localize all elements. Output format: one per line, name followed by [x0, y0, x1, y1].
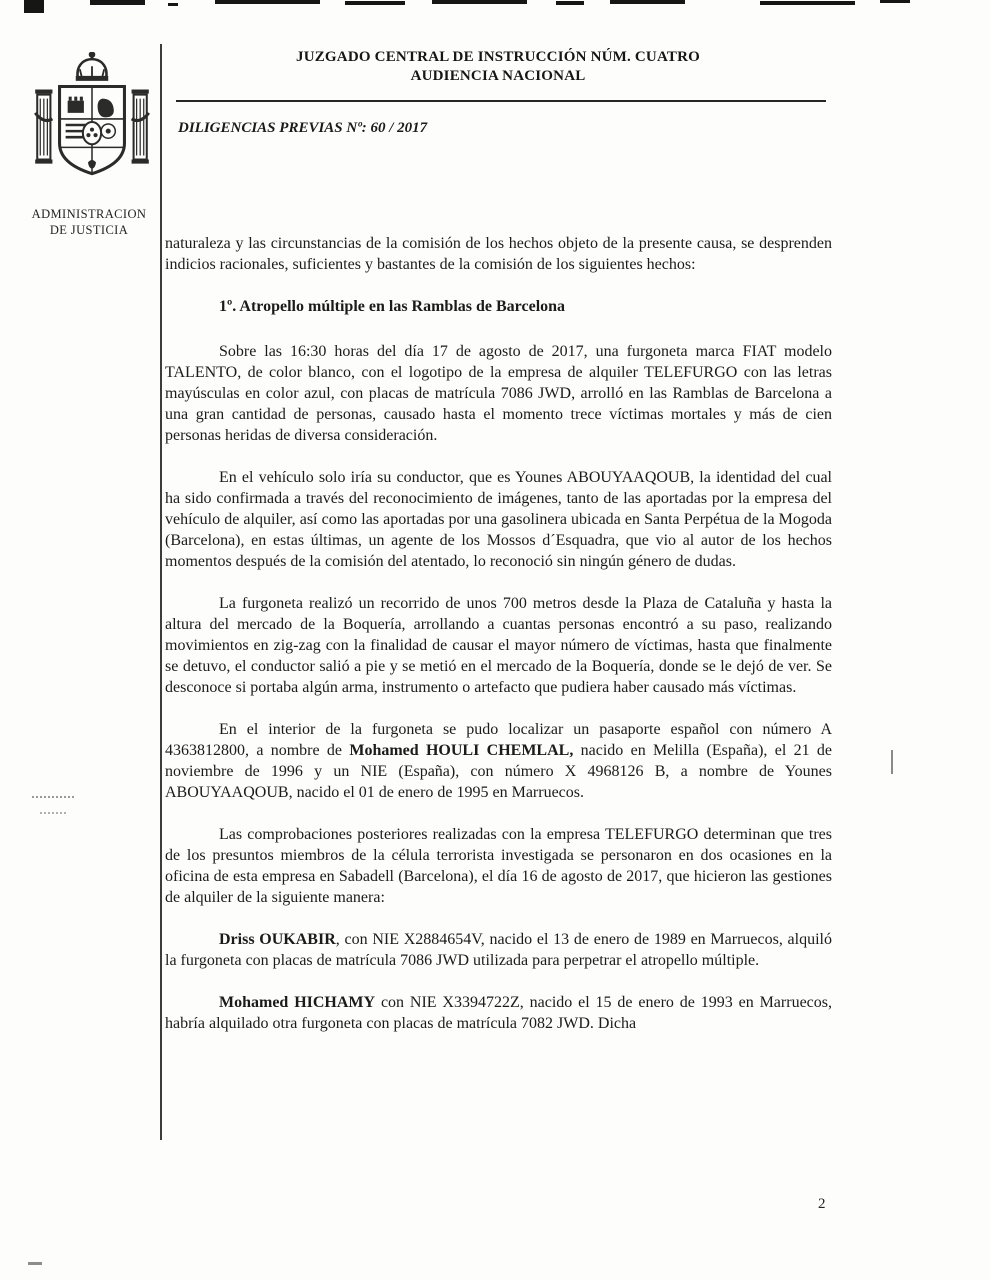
body-text: Sobre las 16:30 horas del día 17 de agosto de 2017, una furgoneta marca FIAT modelo TALENTO, de color blanco, con el logotipo de la empresa de alquiler TELEFURGO con las letras mayúsculas en color azul, con placas de matrícula 7086 JWD, arrolló en las Ramblas de Barcelona a una gran cantidad de personas, causado hasta el momento trece víctimas mortales y más de cien personas heridas de diversa consideración. [165, 343, 832, 444]
body-text: nacido en Melilla (España), el 21 de noviembre de 1996 y un NIE (España), con número X 4968126 B, a nombre de Younes ABOUYAAQOUB, nacido el 01 de enero de 1995 en Marruecos. [165, 742, 833, 801]
emphasized-text: Driss OUKABIR [219, 931, 336, 948]
body-text: La furgoneta realizó un recorrido de unos 700 metros desde la Plaza de Cataluña y hasta la altura del mercado de la Boquería, arrollando a cuantas personas encontró a su paso, realizando movimientos en zig-zag con la finalidad de causar el mayor número de víctimas, hasta que finalmente se detuvo, el conductor salió a pie y se metió en el mercado de la Boquería, donde se le dejó de ver. Se desconoce si portaba algún arma, instrumento o artefacto que pudiera haber causado más víctimas. [165, 595, 832, 696]
scan-artifact [28, 1262, 42, 1265]
administration-label-line1: ADMINISTRACION [31, 207, 147, 221]
header [165, 48, 831, 86]
scan-artifact [24, 0, 44, 13]
scan-artifact [32, 796, 74, 798]
body-text: , con NIE X2884654V, nacido el 13 de enero de 1989 en Marruecos, alquiló la furgoneta con placas de matrícula 7086 JWD utilizada para perpetrar el atropello múltiple. [165, 931, 832, 969]
administration-label-line2: DE JUSTICIA [49, 223, 129, 237]
scan-artifact [556, 1, 584, 5]
paragraph [165, 593, 832, 698]
spain-coat-of-arms-icon [34, 52, 150, 194]
paragraph [165, 992, 832, 1034]
paragraph [165, 467, 832, 572]
scan-artifact [345, 1, 405, 5]
header-divider-rule [176, 100, 826, 102]
emphasized-text: Mohamed HICHAMY [219, 994, 376, 1011]
section-heading [165, 296, 832, 317]
scan-artifact [40, 812, 66, 814]
scan-artifact [891, 750, 893, 774]
administration-label [14, 206, 164, 238]
court-name-line2: AUDIENCIA NACIONAL [410, 68, 586, 84]
scan-artifact [90, 0, 145, 5]
scan-artifact [610, 0, 685, 4]
emphasized-text: Mohamed HOULI CHEMLAL, [349, 742, 574, 759]
emphasized-text: 1º. Atropello múltiple en las Ramblas de Barcelona [219, 298, 566, 315]
paragraph [165, 233, 832, 275]
paragraph [165, 719, 832, 803]
document-body [165, 233, 832, 1055]
scan-artifact [760, 1, 855, 5]
sidebar-divider [160, 44, 162, 1140]
scan-artifact [880, 0, 910, 3]
paragraph [165, 341, 832, 446]
paragraph [165, 824, 832, 908]
body-text: con NIE X3394722Z, nacido el 15 de enero de 1993 en Marruecos, habría alquilado otra furgoneta con placas de matrícula 7082 JWD. Dicha [165, 994, 832, 1032]
case-reference: DILIGENCIAS PREVIAS Nº: 60 / 2017 [178, 120, 428, 136]
body-text: naturaleza y las circunstancias de la comisión de los hechos objeto de la presente causa, se desprenden indicios racionales, suficientes y bastantes de la comisión de los siguientes hechos: [165, 235, 832, 273]
scan-artifact [215, 0, 320, 4]
paragraph [165, 929, 832, 971]
scan-artifact [168, 3, 178, 6]
scan-artifact [432, 0, 527, 4]
spain-coat-of-arms-emblem [34, 52, 150, 194]
page-number: 2 [818, 1196, 826, 1212]
court-name-line1: JUZGADO CENTRAL DE INSTRUCCIÓN NÚM. CUATRO [296, 49, 700, 65]
body-text: Las comprobaciones posteriores realizadas con la empresa TELEFURGO determinan que tres de los presuntos miembros de la célula terrorista investigada se personaron en dos ocasiones en la oficina de esta empresa en Sabadell (Barcelona), el día 16 de agosto de 2017, que hicieron las gestiones de alquiler de la siguiente manera: [165, 826, 832, 906]
body-text: En el interior de la furgoneta se pudo localizar un pasaporte español con número A 4363812800, a nombre de [165, 721, 832, 759]
body-text: En el vehículo solo iría su conductor, que es Younes ABOUYAAQOUB, la identidad del cual ha sido confirmada a través del reconocimiento de imágenes, tanto de las aportadas por la empresa del vehículo de alquiler, así como las aportadas por una gasolinera ubicada en Santa Perpétua de la Mogoda (Barcelona), en estas últimas, un agente de los Mossos d´Esquadra, que vio al autor de los hechos momentos después de la comisión del atentado, lo reconoció sin ningún género de dudas. [165, 469, 832, 570]
